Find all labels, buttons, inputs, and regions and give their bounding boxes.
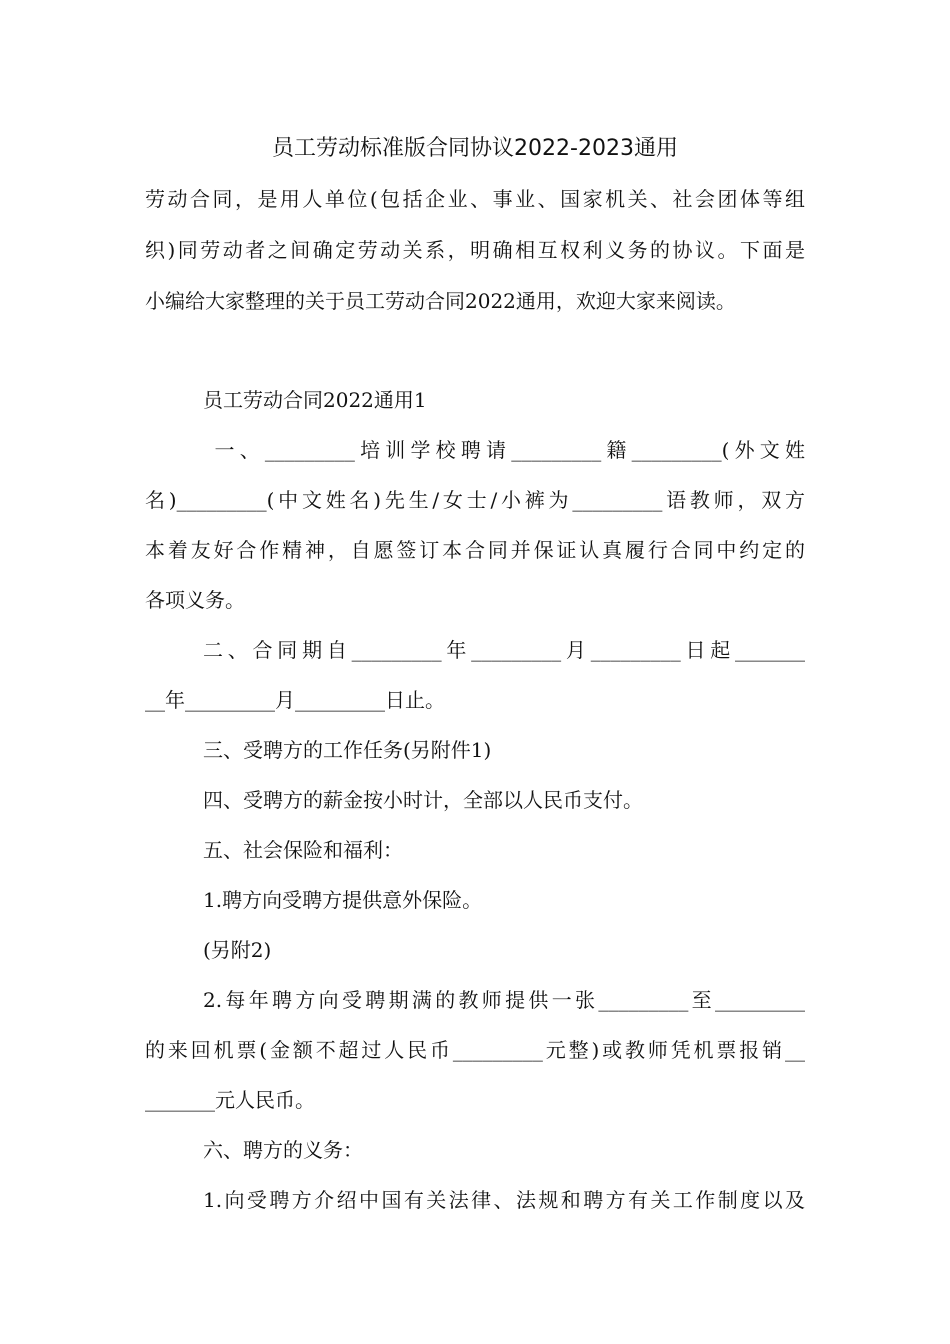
clause-line: 五、社会保险和福利： (203, 838, 403, 862)
clause-line: 2.每年聘方向受聘期满的教师提供一张_________至_________ (203, 988, 805, 1012)
intro-line: 小编给大家整理的关于员工劳动合同2022通用，欢迎大家来阅读。 (145, 289, 736, 313)
clause-line: 六、聘方的义务： (203, 1138, 363, 1162)
clause-line: 三、受聘方的工作任务(另附件1) (203, 738, 492, 762)
intro-line: 劳动合同，是用人单位(包括企业、事业、国家机关、社会团体等组 (145, 187, 805, 211)
clause-line: 名)_________(中文姓名)先生/女士/小裤为_________语教师，双方 (145, 488, 805, 512)
clause-line: 各项义务。 (145, 588, 245, 612)
clause-line: 本着友好合作精神，自愿签订本合同并保证认真履行合同中约定的 (145, 538, 805, 562)
clause-line: 二、合同期自_________年_________月_________日起_______ (203, 638, 805, 662)
clause-line: (另附2) (203, 938, 272, 962)
intro-line: 织)同劳动者之间确定劳动关系，明确相互权利义务的协议。下面是 (145, 238, 805, 262)
clause-line: __年_________月_________日止。 (145, 688, 445, 712)
section-heading: 员工劳动合同2022通用1 (203, 388, 427, 412)
clause-line: 1.聘方向受聘方提供意外保险。 (203, 888, 483, 912)
clause-line: 的来回机票(金额不超过人民币_________元整)或教师凭机票报销__ (145, 1038, 805, 1062)
clause-line: 四、受聘方的薪金按小时计，全部以人民币支付。 (203, 788, 643, 812)
clause-line: _______元人民币。 (145, 1088, 315, 1112)
clause-line: 1.向受聘方介绍中国有关法律、法规和聘方有关工作制度以及 (203, 1188, 805, 1212)
clause-line: 一、_________培训学校聘请_________籍_________(外文姓 (203, 438, 805, 462)
document-title: 员工劳动标准版合同协议2022-2023通用 (272, 136, 678, 161)
